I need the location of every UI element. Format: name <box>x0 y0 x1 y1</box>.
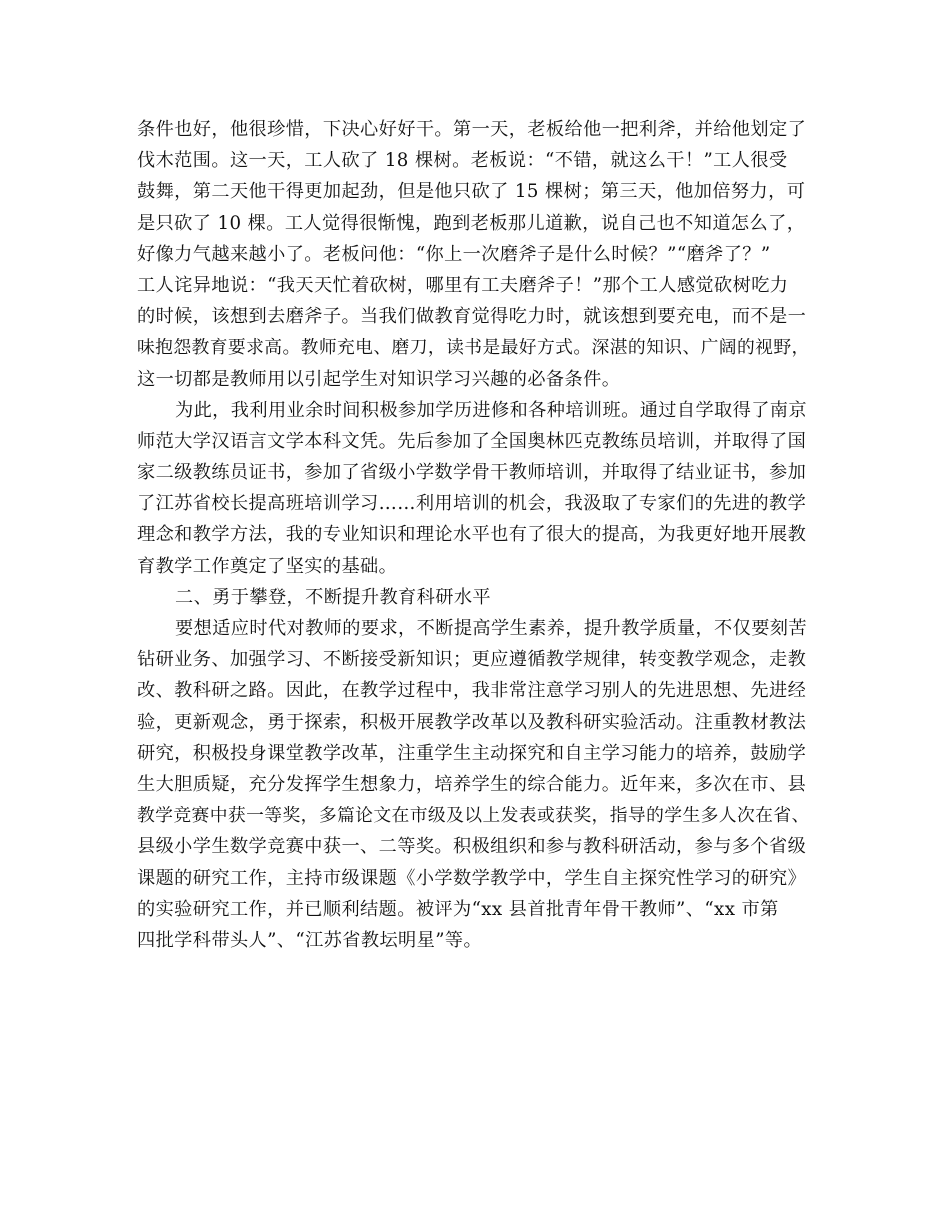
text-line: 师范大学汉语言文学本科文凭。先后参加了全国奥林匹克教练员培训，并取得了国 <box>137 430 807 452</box>
text-line: 味抱怨教育要求高。教师充电、磨刀，读书是最好方式。深湛的知识、广阔的视野， <box>137 337 810 359</box>
text-line: 好像力气越来越小了。老板问他：“你上一次磨斧子是什么时候？”“磨斧了？” <box>137 243 771 265</box>
text-line: 家二级教练员证书，参加了省级小学数学骨干教师培训，并取得了结业证书，参加 <box>137 462 807 484</box>
text-line: 这一切都是教师用以引起学生对知识学习兴趣的必备条件。 <box>137 368 621 390</box>
text-line: 课题的研究工作，主持市级课题《小学数学教学中，学生自主探究性学习的研究》 <box>137 867 807 889</box>
text-line: 伐木范围。这一天，工人砍了 18 棵树。老板说：“不错，就这么干！”工人很受 <box>137 150 788 172</box>
text-line: 的时候，该想到去磨斧子。当我们做教育觉得吃力时，就该想到要充电，而不是一 <box>137 306 807 328</box>
text-line: 的实验研究工作，并已顺利结题。被评为“xx 县首批青年骨干教师”、“xx 市第 <box>137 898 779 920</box>
text-line: 了江苏省校长提高班培训学习……利用培训的机会，我汲取了专家们的先进的教学 <box>137 493 807 515</box>
document-body <box>137 114 815 956</box>
text-line: 理念和教学方法，我的专业知识和理论水平也有了很大的提高，为我更好地开展教 <box>137 524 807 546</box>
text-line: 要想适应时代对教师的要求，不断提高学生素养，提升教学质量，不仅要刻苦 <box>175 618 807 639</box>
text-line: 钻研业务、加强学习、不断接受新知识；更应遵循教学规律，转变教学观念，走教 <box>137 649 807 671</box>
text-line: 教学竞赛中获一等奖，多篇论文在市级及以上发表或获奖，指导的学生多人次在省、 <box>137 805 810 827</box>
text-line: 二、勇于攀登，不断提升教育科研水平 <box>175 586 491 608</box>
text-line: 育教学工作奠定了坚实的基础。 <box>137 555 398 577</box>
text-line: 条件也好，他很珍惜，下决心好好干。第一天，老板给他一把利斧，并给他划定了 <box>137 119 807 140</box>
text-line: 工人诧异地说：“我天天忙着砍树，哪里有工夫磨斧子！”那个工人感觉砍树吃力 <box>137 274 789 296</box>
text-line: 改、教科研之路。因此，在教学过程中，我非常注意学习别人的先进思想、先进经 <box>137 680 807 702</box>
text-line: 是只砍了 10 棵。工人觉得很惭愧，跑到老板那儿道歉，说自己也不知道怎么了， <box>137 212 806 234</box>
text-line: 生大胆质疑，充分发挥学生想象力，培养学生的综合能力。近年来，多次在市、县 <box>137 773 807 795</box>
text-line: 鼓舞，第二天他干得更加起劲，但是他只砍了 15 棵树；第三天，他加倍努力，可 <box>137 181 806 203</box>
text-line: 研究，积极投身课堂教学改革，注重学生主动探究和自主学习能力的培养，鼓励学 <box>137 742 807 764</box>
text-line: 四批学科带头人”、“江苏省教坛明星”等。 <box>137 929 483 951</box>
text-line: 验，更新观念，勇于探索，积极开展教学改革以及教科研实验活动。注重教材教法 <box>137 711 807 733</box>
text-line: 为此，我利用业余时间积极参加学历进修和各种培训班。通过自学取得了南京 <box>175 399 807 421</box>
text-line: 县级小学生数学竞赛中获一、二等奖。积极组织和参与教科研活动，参与多个省级 <box>137 836 807 858</box>
